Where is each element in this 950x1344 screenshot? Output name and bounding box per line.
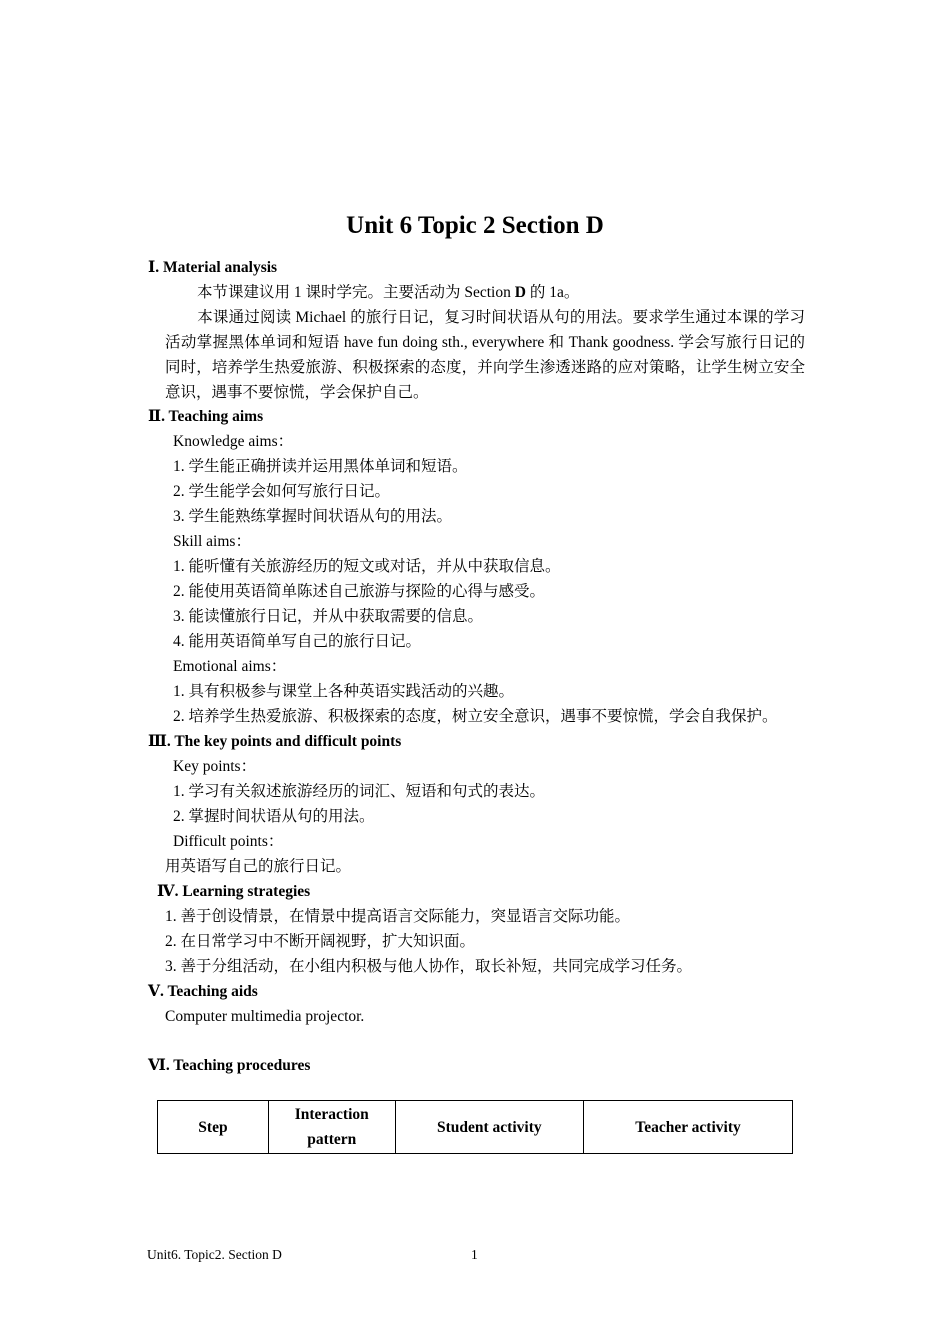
table-header-student-activity: Student activity bbox=[395, 1101, 583, 1154]
skill-aims-label: Skill aims： bbox=[173, 533, 251, 550]
emotional-aim-item: 1. 具有积极参与课堂上各种英语实践活动的兴趣。 bbox=[173, 683, 515, 700]
skill-aim-item: 2. 能使用英语简单陈述自己旅游与探险的心得与感受。 bbox=[173, 583, 546, 600]
strategy-item: 1. 善于创设情景，在情景中提高语言交际能力，突显语言交际功能。 bbox=[165, 908, 631, 925]
knowledge-aim-item: 3. 学生能熟练掌握时间状语从句的用法。 bbox=[173, 508, 453, 525]
material-paragraph-2 bbox=[165, 305, 805, 405]
table-header-row bbox=[158, 1101, 793, 1154]
section-heading-learning-strategies: Ⅳ. Learning strategies bbox=[157, 883, 311, 900]
material-p1-end: 的 1a。 bbox=[525, 284, 580, 301]
material-paragraph-1 bbox=[165, 280, 805, 305]
emotional-aims-label: Emotional aims： bbox=[173, 658, 287, 675]
strategy-item: 3. 善于分组活动，在小组内积极与他人协作，取长补短，共同完成学习任务。 bbox=[165, 958, 693, 975]
knowledge-aim-item: 1. 学生能正确拼读并运用黑体单词和短语。 bbox=[173, 458, 468, 475]
key-point-item: 1. 学习有关叙述旅游经历的词汇、短语和句式的表达。 bbox=[173, 783, 546, 800]
header-interaction-text: Interaction bbox=[294, 1106, 369, 1123]
difficult-point-text: 用英语写自己的旅行日记。 bbox=[165, 858, 352, 875]
table-header-interaction-pattern bbox=[268, 1101, 395, 1154]
table-header-step: Step bbox=[158, 1101, 269, 1154]
difficult-points-label: Difficult points： bbox=[173, 833, 284, 850]
material-p2-text: 本课通过阅读 Michael 的旅行日记，复习时间状语从句的用法。要求学生通过本课的学习活动掌握黑体单词和短语 have fun doing sth., everywhere 和 Thank goodness. 学会写旅行日记的同时，培养学生热爱旅游、积极探索的态度，并向学生渗透迷路的应对策略，让学生树立安全意识，遇事不要惊慌，学会保护自己。 bbox=[165, 309, 805, 401]
key-points-label: Key points： bbox=[173, 758, 257, 775]
material-p1-bold: D bbox=[514, 284, 526, 301]
table-header-teacher-activity: Teacher activity bbox=[584, 1101, 793, 1154]
footer-page-number: 1 bbox=[471, 1247, 478, 1262]
skill-aim-item: 1. 能听懂有关旅游经历的短文或对话，并从中获取信息。 bbox=[173, 558, 561, 575]
section-heading-material-analysis: Ⅰ. Material analysis bbox=[148, 259, 278, 276]
knowledge-aim-item: 2. 学生能学会如何写旅行日记。 bbox=[173, 483, 391, 500]
document-title: Unit 6 Topic 2 Section D bbox=[346, 212, 604, 239]
section-heading-key-difficult-points: Ⅲ. The key points and difficult points bbox=[148, 733, 402, 750]
knowledge-aims-label: Knowledge aims： bbox=[173, 433, 294, 450]
procedures-table bbox=[157, 1100, 793, 1154]
section-heading-teaching-procedures: Ⅵ. Teaching procedures bbox=[148, 1057, 311, 1074]
teaching-aids-text: Computer multimedia projector. bbox=[165, 1008, 365, 1025]
strategy-item: 2. 在日常学习中不断开阔视野，扩大知识面。 bbox=[165, 933, 476, 950]
section-heading-teaching-aids: Ⅴ. Teaching aids bbox=[148, 983, 258, 1000]
footer-document-label: Unit6. Topic2. Section D bbox=[147, 1247, 282, 1262]
emotional-aim-item: 2. 培养学生热爱旅游、积极探索的态度，树立安全意识，遇事不要惊慌，学会自我保护。 bbox=[173, 708, 778, 725]
skill-aim-item: 3. 能读懂旅行日记，并从中获取需要的信息。 bbox=[173, 608, 484, 625]
section-heading-teaching-aims: Ⅱ. Teaching aims bbox=[148, 408, 264, 425]
header-pattern-text: pattern bbox=[307, 1131, 357, 1148]
key-point-item: 2. 掌握时间状语从句的用法。 bbox=[173, 808, 375, 825]
material-p1-text: 本节课建议用 1 课时学完。主要活动为 Section bbox=[197, 284, 515, 301]
skill-aim-item: 4. 能用英语简单写自己的旅行日记。 bbox=[173, 633, 422, 650]
